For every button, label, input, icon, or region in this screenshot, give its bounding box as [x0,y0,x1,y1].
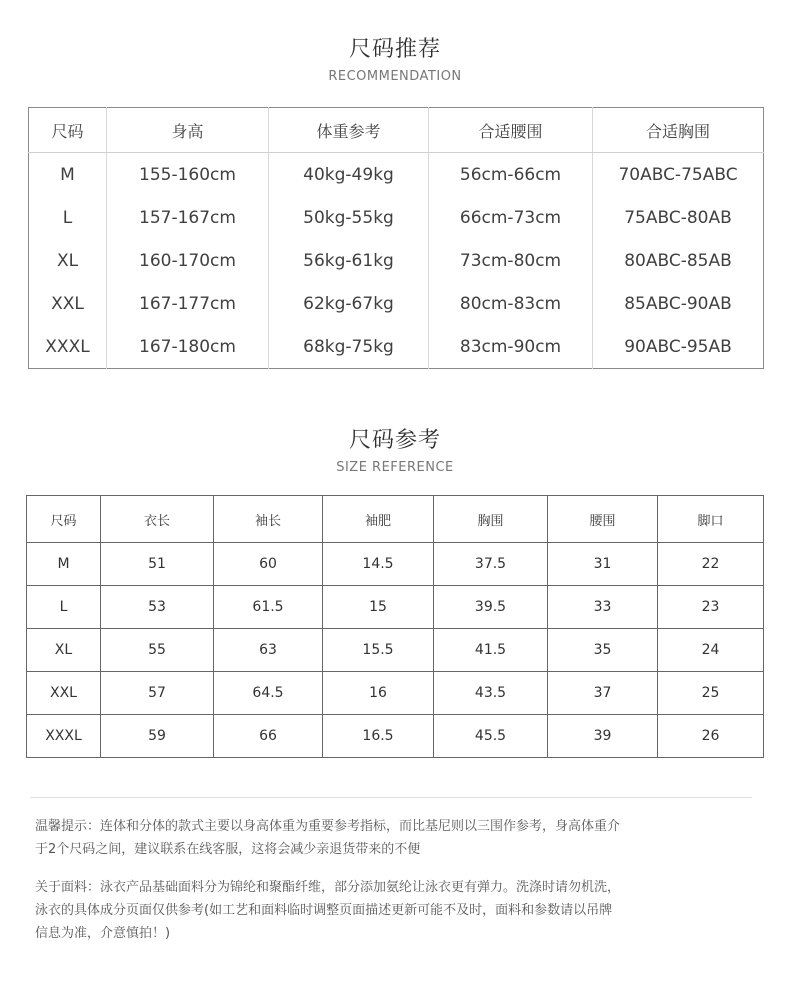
table-cell: 75ABC-80AB [624,207,732,228]
header-cell: 合适腰围 [429,108,593,153]
table-cell: 160-170cm [107,239,269,282]
table-cell: 70ABC-75ABC [618,164,738,185]
note-line: 温馨提示：连体和分体的款式主要以身高体重为重要参考指标，而比基尼则以三围作参考，身高体重介 [35,819,621,834]
header-cell: 脚口 [658,496,764,543]
table-cell: 15 [323,586,434,629]
table-cell: 85ABC-90AB [624,293,732,314]
table-cell: 39.5 [434,586,548,629]
reference-table [26,495,764,758]
recommendation-table [28,107,764,369]
table-cell: 80cm-83cm [429,282,593,325]
header-cell: 袖长 [214,496,323,543]
note-line: 信息为准，介意慎拍！) [35,926,171,941]
table-cell: M [27,543,101,586]
table-cell: L [27,586,101,629]
table-cell: 50kg-55kg [269,196,429,239]
table-cell: 37 [548,672,658,715]
table-cell: 64.5 [214,672,323,715]
table-row [27,586,764,629]
table-cell: 155-160cm [107,153,269,197]
table-row [29,196,764,239]
recommendation-subtitle: RECOMMENDATION [328,69,462,84]
note-line: 泳衣的具体成分页面仅供参考(如工艺和面料临时调整页面描述更新可能不及时，面料和参数请以吊牌 [35,903,613,918]
header-cell: 袖肥 [323,496,434,543]
table-cell: 40kg-49kg [269,153,429,197]
table-cell: XXXL [27,715,101,758]
notes-divider [30,797,752,798]
table-cell: 73cm-80cm [429,239,593,282]
table-cell: 57 [101,672,214,715]
header-cell: 合适胸围 [593,108,764,153]
table-cell: XXXL [29,325,107,369]
table-header-row [27,496,764,543]
table-cell: 55 [101,629,214,672]
header-cell: 身高 [107,108,269,153]
header-cell: 腰围 [548,496,658,543]
table-cell: 66 [214,715,323,758]
recommendation-heading [0,32,790,84]
table-cell: 56kg-61kg [269,239,429,282]
table-cell: 80ABC-85AB [624,250,732,271]
table-cell: XL [29,239,107,282]
table-row [27,672,764,715]
table-cell: 15.5 [323,629,434,672]
table-row [27,543,764,586]
table-cell: 23 [658,586,764,629]
table-cell: 68kg-75kg [269,325,429,369]
table-cell: 26 [658,715,764,758]
size-tip-note [35,815,765,861]
table-cell: 24 [658,629,764,672]
table-cell: 25 [658,672,764,715]
table-row [29,325,764,369]
reference-heading [0,423,790,475]
table-cell: 63 [214,629,323,672]
table-cell: 167-177cm [107,282,269,325]
header-cell: 胸围 [434,496,548,543]
header-cell: 尺码 [29,108,107,153]
table-cell: 167-180cm [107,325,269,369]
table-cell: 45.5 [434,715,548,758]
table-cell: 66cm-73cm [429,196,593,239]
header-cell: 衣长 [101,496,214,543]
table-cell: L [29,196,107,239]
table-row [27,629,764,672]
table-row [29,153,764,197]
note-line: 关于面料：泳衣产品基础面料分为锦纶和聚酯纤维，部分添加氨纶让泳衣更有弹力。洗涤时请勿机洗， [35,880,621,895]
table-cell: 62kg-67kg [269,282,429,325]
table-cell: 157-167cm [107,196,269,239]
table-cell: 33 [548,586,658,629]
table-cell: 53 [101,586,214,629]
table-cell: 41.5 [434,629,548,672]
table-header-row [29,108,764,153]
table-cell: 59 [101,715,214,758]
table-cell: M [29,153,107,197]
table-cell: 14.5 [323,543,434,586]
header-cell: 体重参考 [269,108,429,153]
note-line: 于2个尺码之间，建议联系在线客服，这将会减少亲退货带来的不便 [35,842,421,857]
table-cell: 61.5 [214,586,323,629]
table-cell: 60 [214,543,323,586]
recommendation-title: 尺码推荐 [348,37,441,62]
fabric-note [35,876,765,945]
table-cell: 35 [548,629,658,672]
reference-title: 尺码参考 [348,428,441,453]
table-cell: XXL [29,282,107,325]
table-row [29,239,764,282]
table-cell: 22 [658,543,764,586]
table-cell: 56cm-66cm [429,153,593,197]
table-cell: XXL [27,672,101,715]
header-cell: 尺码 [27,496,101,543]
reference-subtitle: SIZE REFERENCE [336,460,454,475]
table-cell: 39 [548,715,658,758]
table-cell: XL [27,629,101,672]
table-cell: 16 [323,672,434,715]
table-cell: 90ABC-95AB [624,336,732,357]
table-cell: 83cm-90cm [429,325,593,369]
table-cell: 37.5 [434,543,548,586]
table-cell: 31 [548,543,658,586]
table-cell: 16.5 [323,715,434,758]
table-cell: 51 [101,543,214,586]
table-cell: 43.5 [434,672,548,715]
table-row [29,282,764,325]
table-row [27,715,764,758]
